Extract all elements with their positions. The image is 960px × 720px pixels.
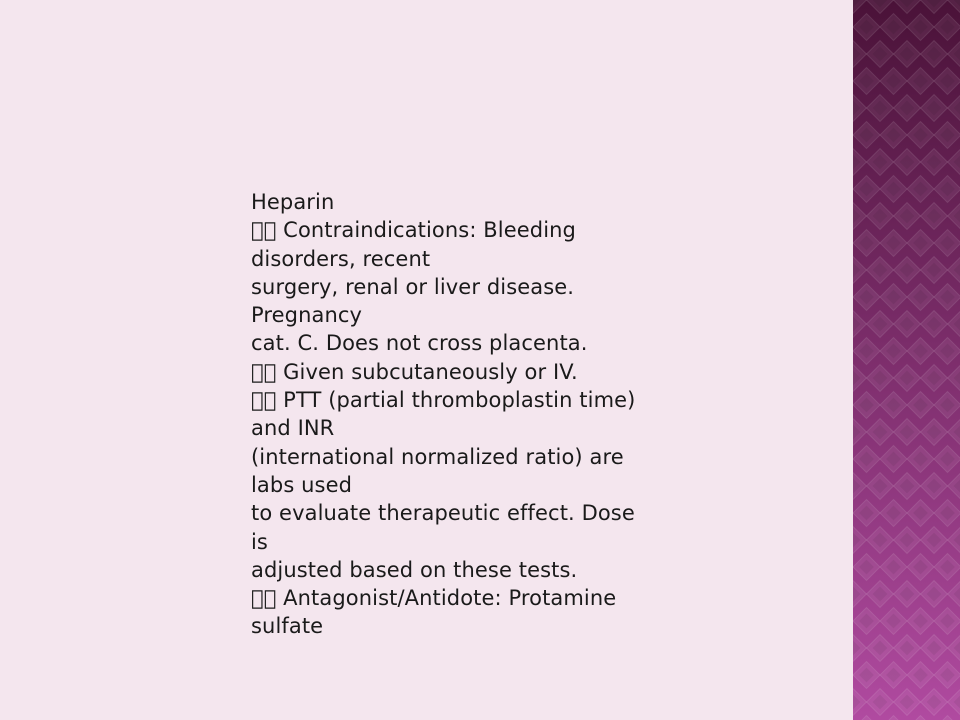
body-line:    Antagonist/Antidote: Protamine xyxy=(251,586,617,611)
body-line: to evaluate therapeutic effect. Dose xyxy=(251,501,635,526)
body-line:    Given subcutaneously or IV. xyxy=(251,359,578,384)
slide-body-text xyxy=(251,188,711,641)
body-line-title: Heparin xyxy=(251,190,335,214)
body-line: Pregnancy xyxy=(251,303,363,328)
decorative-side-panel xyxy=(853,0,960,720)
body-line: adjusted based on these tests. xyxy=(251,557,578,582)
body-line: and INR xyxy=(251,416,335,441)
body-line: is xyxy=(251,529,268,554)
body-line:    PTT (partial thromboplastin time) xyxy=(251,388,636,413)
body-line: sulfate xyxy=(251,614,324,639)
body-line: labs used xyxy=(251,472,353,497)
body-line: cat. C. Does not cross placenta. xyxy=(251,331,588,356)
body-line:    Contraindications: Bleeding xyxy=(251,218,576,243)
body-line: surgery, renal or liver disease. xyxy=(251,274,575,299)
body-line: disorders, recent xyxy=(251,246,431,271)
body-line: (international normalized ratio) are xyxy=(251,444,624,469)
diamond-pattern-graphic xyxy=(853,0,960,720)
